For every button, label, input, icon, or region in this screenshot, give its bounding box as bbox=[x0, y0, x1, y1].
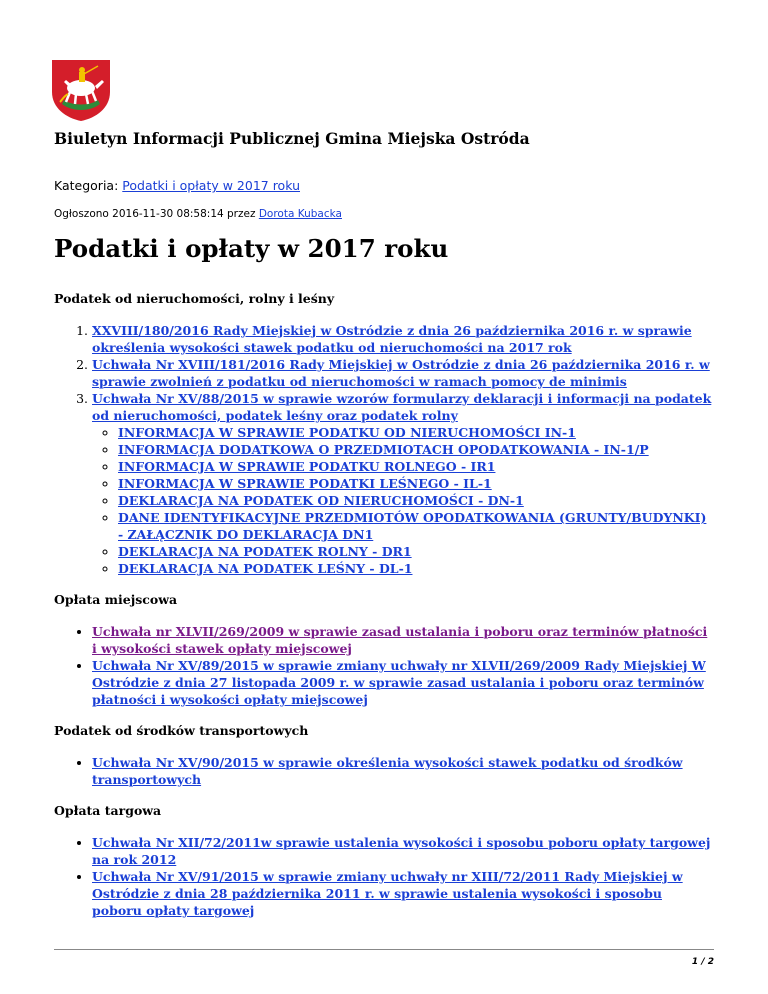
sub-list-item bbox=[118, 458, 714, 475]
form-link[interactable]: DANE IDENTYFIKACYJNE PRZEDMIOTÓW OPODATKOWANIA (GRUNTY/BUDYNKI) - ZAŁĄCZNIK DO DEKLARACJA DN1 bbox=[118, 510, 707, 542]
category-line bbox=[54, 178, 300, 193]
document-link[interactable]: Uchwała Nr XVIII/181/2016 Rady Miejskiej w Ostródzie z dnia 26 października 2016 r. w sprawie zwolnień z podatku od nieruchomości w ramach pomocy de minimis bbox=[92, 357, 710, 389]
form-link[interactable]: INFORMACJA W SPRAWIE PODATKU ROLNEGO - IR1 bbox=[118, 459, 496, 474]
site-title: Biuletyn Informacji Publicznej Gmina Miejska Ostróda bbox=[54, 129, 530, 148]
form-link[interactable]: DEKLARACJA NA PODATEK ROLNY - DR1 bbox=[118, 544, 412, 559]
page-title: Podatki i opłaty w 2017 roku bbox=[54, 234, 449, 263]
form-link[interactable]: INFORMACJA W SPRAWIE PODATKI LEŚNEGO - IL-1 bbox=[118, 476, 492, 491]
list-item bbox=[92, 834, 714, 868]
bullet-list bbox=[54, 834, 714, 919]
article-body bbox=[54, 290, 714, 919]
sub-list-item bbox=[118, 509, 714, 543]
form-link[interactable]: INFORMACJA W SPRAWIE PODATKU OD NIERUCHOMOŚCI IN-1 bbox=[118, 425, 576, 440]
document-link[interactable]: Uchwała nr XLVII/269/2009 w sprawie zasad ustalania i poboru oraz terminów płatności i wysokości stawek opłaty miejscowej bbox=[92, 624, 708, 656]
sub-list-item bbox=[118, 543, 714, 560]
document-link[interactable]: XXVIII/180/2016 Rady Miejskiej w Ostródzie z dnia 26 października 2016 r. w sprawie określenia wysokości stawek podatku od nieruchomości na 2017 rok bbox=[92, 323, 692, 355]
document-link[interactable]: Uchwała Nr XV/88/2015 w sprawie wzorów formularzy deklaracji i informacji na podatek od nieruchomości, podatek leśny oraz podatek rolny bbox=[92, 391, 712, 423]
post-meta bbox=[54, 208, 342, 220]
coat-of-arms-icon bbox=[50, 58, 112, 122]
author-link[interactable]: Dorota Kubacka bbox=[258, 208, 342, 220]
sub-list-item bbox=[118, 492, 714, 509]
list-item bbox=[92, 322, 714, 356]
sub-list bbox=[92, 424, 714, 577]
sub-list-item bbox=[118, 424, 714, 441]
section-heading: Podatek od środków transportowych bbox=[54, 723, 309, 738]
list-item bbox=[92, 356, 714, 390]
bullet-list bbox=[54, 623, 714, 708]
form-link[interactable]: INFORMACJA DODATKOWA O PRZEDMIOTACH OPODATKOWANIA - IN-1/P bbox=[118, 442, 649, 457]
sub-list-item bbox=[118, 441, 714, 458]
list-item bbox=[92, 657, 714, 708]
ordered-list bbox=[54, 322, 714, 577]
document-link[interactable]: Uchwała Nr XV/90/2015 w sprawie określenia wysokości stawek podatku od środków transportowych bbox=[92, 755, 683, 787]
footer-divider bbox=[54, 949, 714, 950]
sub-list-item bbox=[118, 475, 714, 492]
meta-prefix: Ogłoszono 2016-11-30 08:58:14 przez bbox=[54, 208, 259, 220]
form-link[interactable]: DEKLARACJA NA PODATEK LEŚNY - DL-1 bbox=[118, 561, 413, 576]
list-item bbox=[92, 390, 714, 577]
bullet-list bbox=[54, 754, 714, 788]
sub-list-item bbox=[118, 560, 714, 577]
category-link[interactable]: Podatki i opłaty w 2017 roku bbox=[122, 178, 300, 193]
list-item bbox=[92, 754, 714, 788]
document-link[interactable]: Uchwała Nr XV/91/2015 w sprawie zmiany uchwały nr XIII/72/2011 Rady Miejskiej w Ostródzie z dnia 28 października 2011 r. w sprawie ustalenia wysokości i sposobu poboru opłaty targowej bbox=[92, 869, 683, 918]
list-item bbox=[92, 868, 714, 919]
section-heading: Podatek od nieruchomości, rolny i leśny bbox=[54, 291, 335, 306]
document-link[interactable]: Uchwała Nr XII/72/2011w sprawie ustalenia wysokości i sposobu poboru opłaty targowej na rok 2012 bbox=[92, 835, 711, 867]
section-heading: Opłata miejscowa bbox=[54, 592, 178, 607]
document-link[interactable]: Uchwała Nr XV/89/2015 w sprawie zmiany uchwały nr XLVII/269/2009 Rady Miejskiej W Ostródzie z dnia 27 listopada 2009 r. w sprawie zasad ustalania i poboru oraz terminów płatności i wysokości opłaty miejscowej bbox=[92, 658, 706, 707]
page-number: 1 / 2 bbox=[691, 957, 714, 967]
list-item bbox=[92, 623, 714, 657]
category-label: Kategoria: bbox=[54, 178, 123, 193]
section-heading: Opłata targowa bbox=[54, 803, 162, 818]
form-link[interactable]: DEKLARACJA NA PODATEK OD NIERUCHOMOŚCI - DN-1 bbox=[118, 493, 524, 508]
